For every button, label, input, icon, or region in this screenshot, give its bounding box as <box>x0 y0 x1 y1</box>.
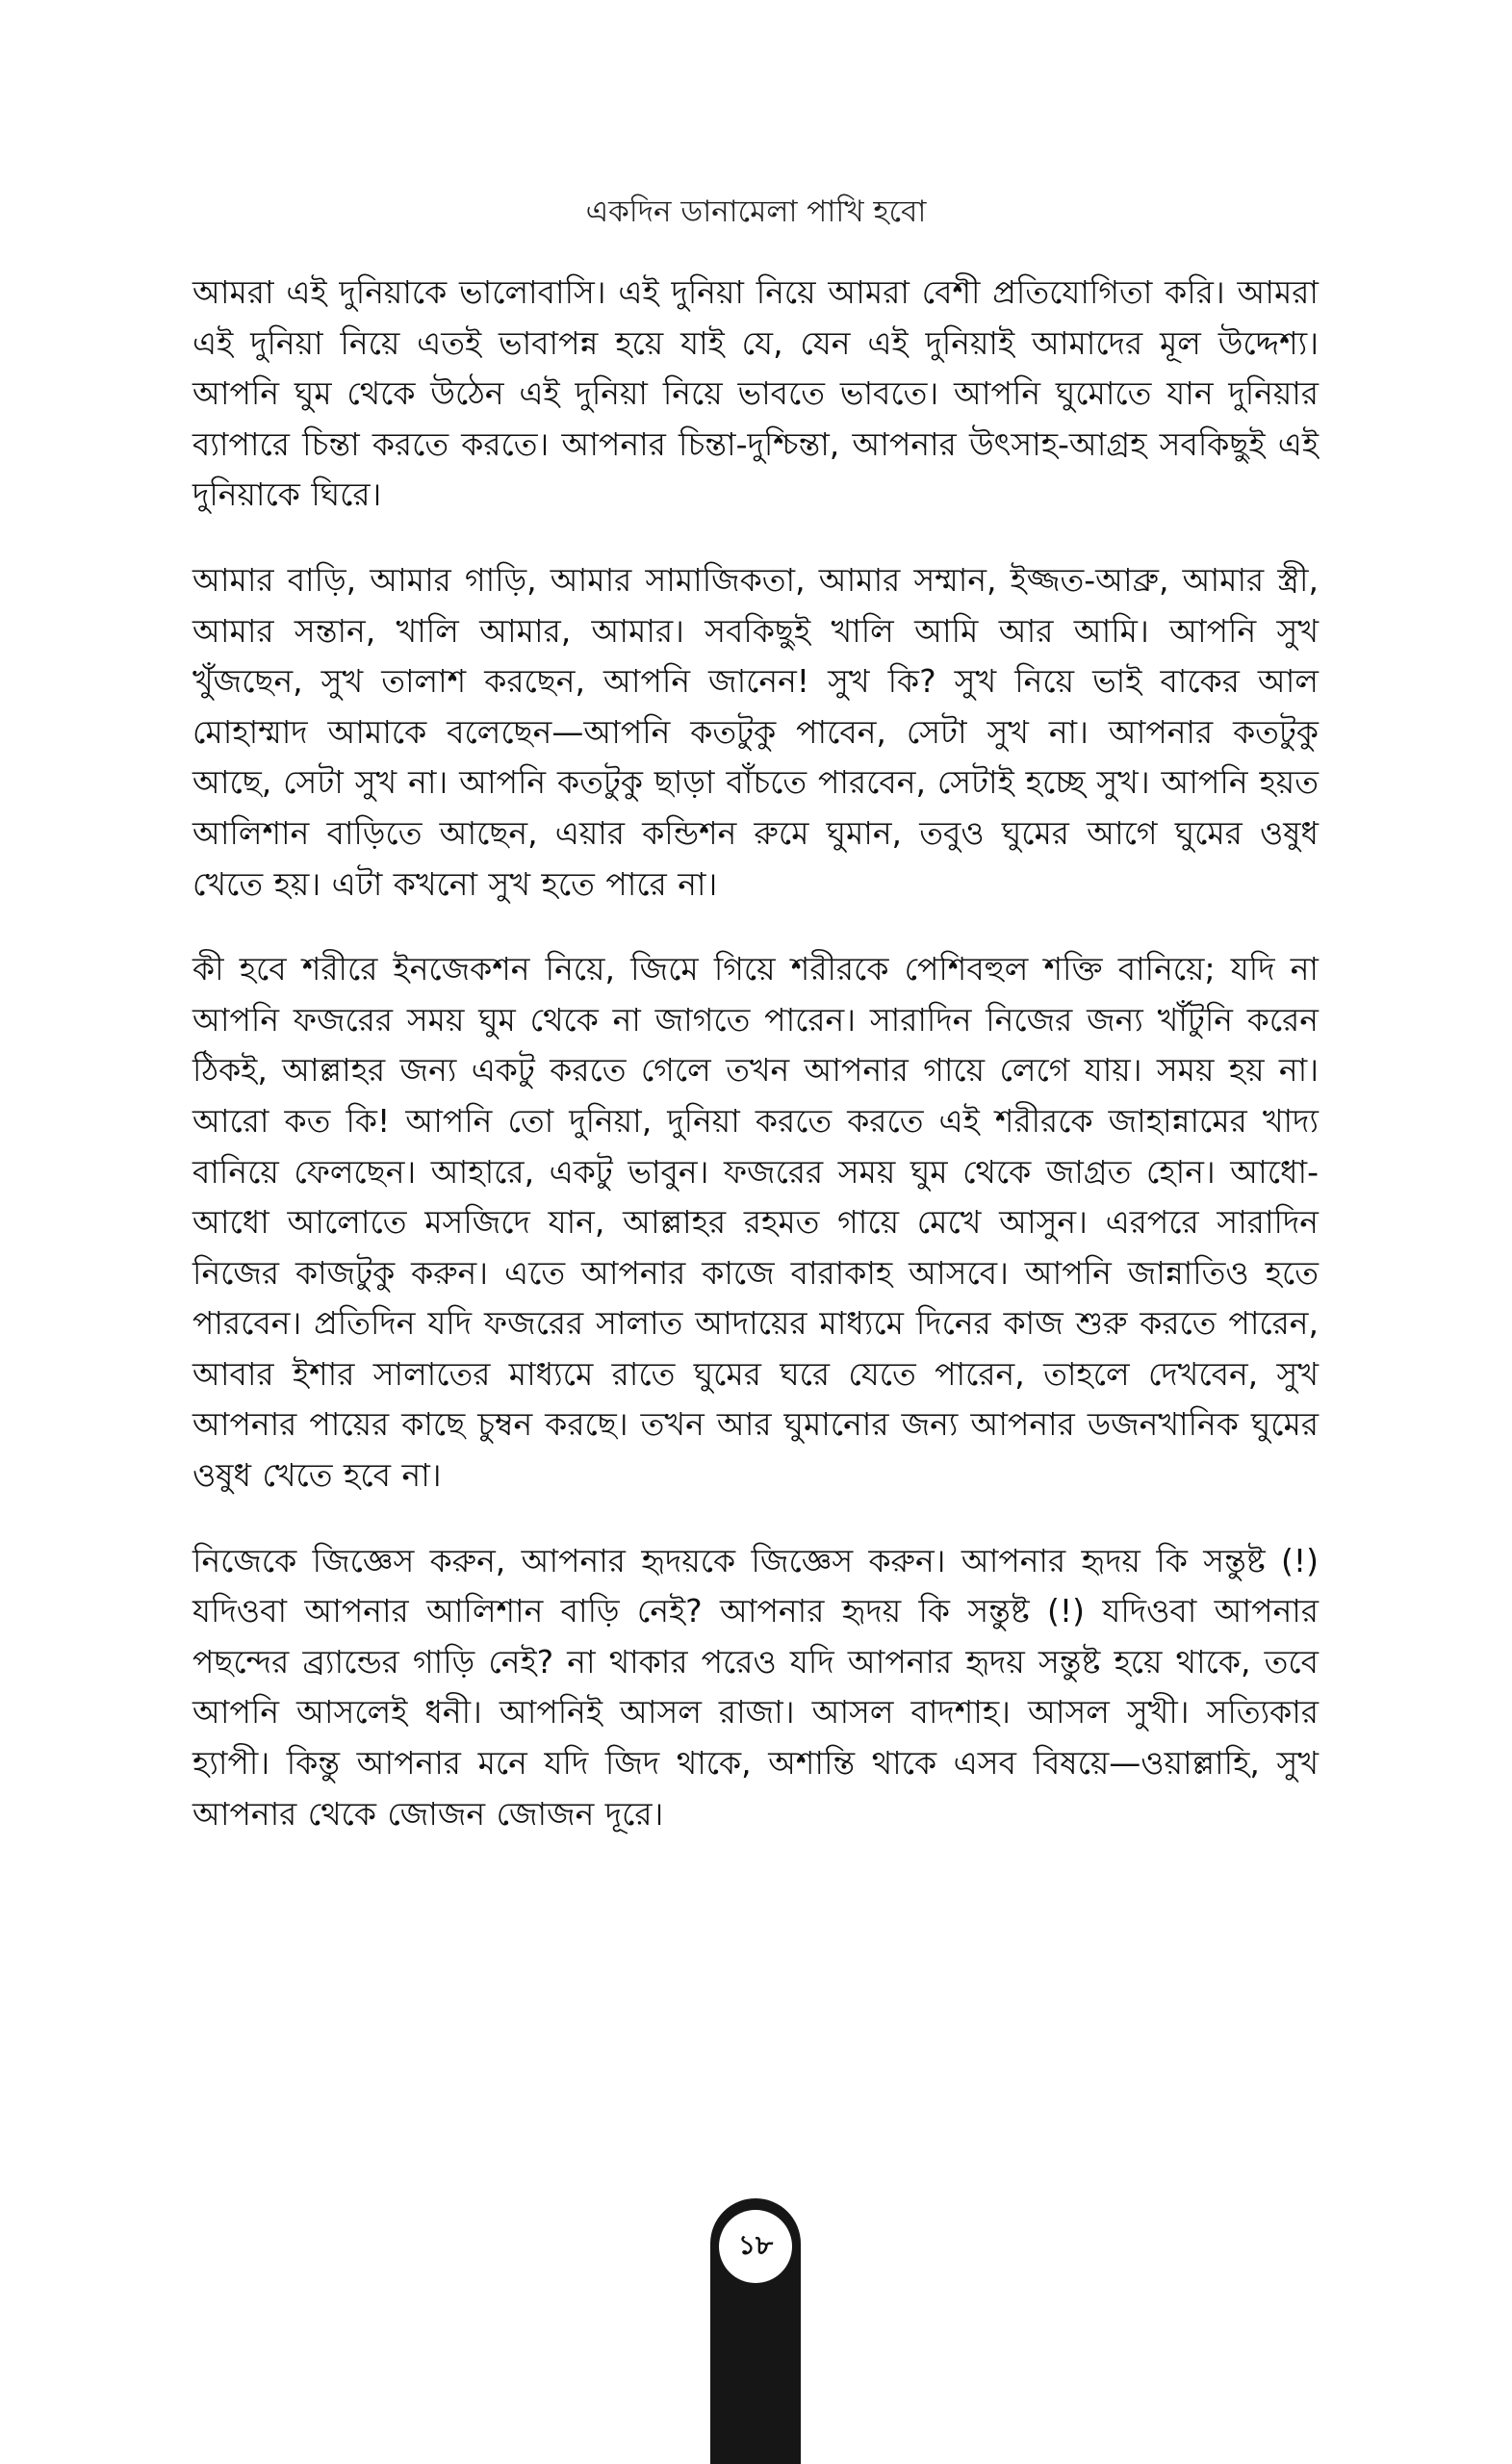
page-number: ১৮ <box>719 2210 792 2283</box>
paragraph-1: আমরা এই দুনিয়াকে ভালোবাসি। এই দুনিয়া নিয়ে আমরা বেশী প্রতিযোগিতা করি। আমরা এই দুনিয়া নিয়ে এতই ভাবাপন্ন হয়ে যাই যে, যেন এই দুনিয়াই আমাদের মূল উদ্দেশ্য। আপনি ঘুম থেকে উঠেন এই দুনিয়া নিয়ে ভাবতে ভাবতে। আপনি ঘুমোতে যান দুনিয়ার ব্যাপারে চিন্তা করতে করতে। আপনার চিন্তা-দুশ্চিন্তা, আপনার উৎসাহ-আগ্রহ সবকিছুই এই দুনিয়াকে ঘিরে। <box>192 273 1319 514</box>
paragraph-2: আমার বাড়ি, আমার গাড়ি, আমার সামাজিকতা, আমার সম্মান, ইজ্জত-আব্রু, আমার স্ত্রী, আমার সন্তান, খালি আমার, আমার। সবকিছুই খালি আমি আর আমি। আপনি সুখ খুঁজছেন, সুখ তালাশ করছেন, আপনি জানেন! সুখ কি? সুখ নিয়ে ভাই বাকের আল মোহাম্মাদ আমাকে বলেছেন—আপনি কতটুকু পাবেন, সেটা সুখ না। আপনার কতটুকু আছে, সেটা সুখ না। আপনি কতটুকু ছাড়া বাঁচতে পারবেন, সেটাই হচ্ছে সুখ। আপনি হয়ত আলিশান বাড়িতে আছেন, এয়ার কন্ডিশন রুমে ঘুমান, তবুও ঘুমের আগে ঘুমের ওষুধ খেতে হয়। এটা কখনো সুখ হতে পারে না। <box>192 560 1319 903</box>
paragraph-3: কী হবে শরীরে ইনজেকশন নিয়ে, জিমে গিয়ে শরীরকে পেশিবহুল শক্তি বানিয়ে; যদি না আপনি ফজরের সময় ঘুম থেকে না জাগতে পারেন। সারাদিন নিজের জন্য খাঁটুনি করেন ঠিকই, আল্লাহর জন্য একটু করতে গেলে তখন আপনার গায়ে লেগে যায়। সময় হয় না। আরো কত কি! আপনি তো দুনিয়া, দুনিয়া করতে করতে এই শরীরকে জাহান্নামের খাদ্য বানিয়ে ফেলছেন। আহারে, একটু ভাবুন। ফজরের সময় ঘুম থেকে জাগ্রত হোন। আধো-আধো আলোতে মসজিদে যান, আল্লাহর রহমত গায়ে মেখে আসুন। এরপরে সারাদিন নিজের কাজটুকু করুন। এতে আপনার কাজে বারাকাহ আসবে। আপনি জান্নাতিও হতে পারবেন। প্রতিদিন যদি ফজরের সালাত আদায়ের মাধ্যমে দিনের কাজ শুরু করতে পারেন, আবার ইশার সালাতের মাধ্যমে রাতে ঘুমের ঘরে যেতে পারেন, তাহলে দেখবেন, সুখ আপনার পায়ের কাছে চুম্বন করছে। তখন আর ঘুমানোর জন্য আপনার ডজনখানিক ঘুমের ওষুধ খেতে হবে না। <box>192 950 1319 1495</box>
running-header-title: একদিন ডানামেলা পাখি হবো <box>585 194 927 229</box>
paragraph-4: নিজেকে জিজ্ঞেস করুন, আপনার হৃদয়কে জিজ্ঞেস করুন। আপনার হৃদয় কি সন্তুষ্ট (!) যদিওবা আপনার আলিশান বাড়ি নেই? আপনার হৃদয় কি সন্তুষ্ট (!) যদিওবা আপনার পছন্দের ব্র্যান্ডের গাড়ি নেই? না থাকার পরেও যদি আপনার হৃদয় সন্তুষ্ট হয়ে থাকে, তবে আপনি আসলেই ধনী। আপনিই আসল রাজা। আসল বাদশাহ। আসল সুখী। সত্যিকার হ্যাপী। কিন্তু আপনার মনে যদি জিদ থাকে, অশান্তি থাকে এসব বিষয়ে—ওয়াল্লাহি, সুখ আপনার থেকে জোজন জোজন দূরে। <box>192 1541 1319 1833</box>
page-body <box>192 268 1319 1839</box>
